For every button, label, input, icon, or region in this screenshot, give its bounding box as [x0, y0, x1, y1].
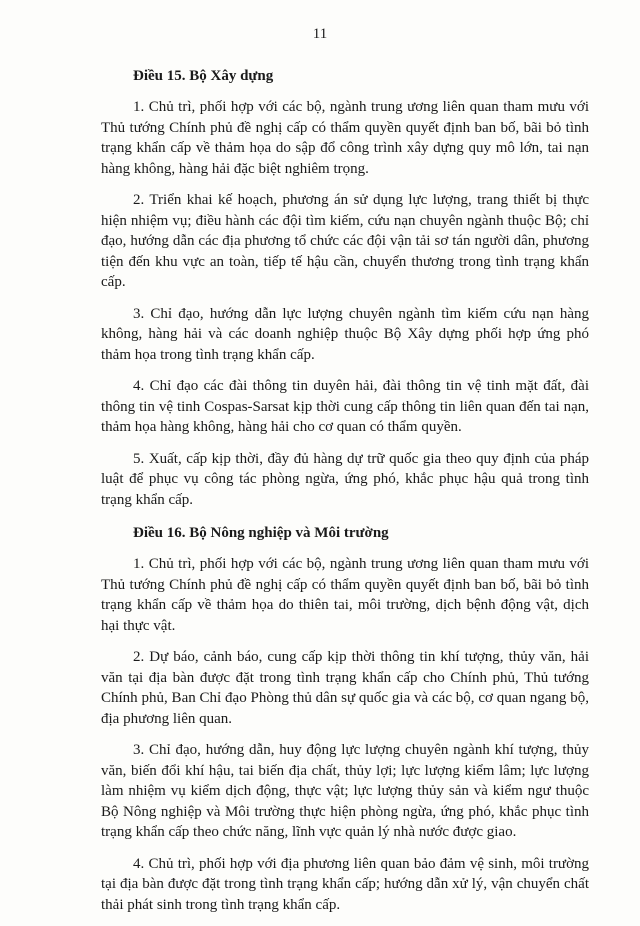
article-paragraph: 4. Chỉ đạo các đài thông tin duyên hải, đài thông tin vệ tinh mặt đất, đài thông tin vệ tinh Cospas-Sarsat kịp thời cung cấp thông tin liên quan đến tai nạn, thảm họa hàng không, hàng hải cho cơ quan có thẩm quyền.: [101, 378, 589, 435]
article-paragraph: 2. Dự báo, cảnh báo, cung cấp kịp thời thông tin khí tượng, thủy văn, hải văn tại địa bàn được đặt trong tình trạng khẩn cấp cho Chính phủ, Thủ tướng Chính phủ, Ban Chỉ đạo Phòng thủ dân sự quốc gia và các bộ, cơ quan ngang bộ, địa phương liên quan.: [101, 649, 589, 727]
article-paragraph: 5. Xuất, cấp kịp thời, đầy đủ hàng dự trữ quốc gia theo quy định của pháp luật để phục vụ công tác phòng ngừa, ứng phó, khắc phục hậu quả trong tình trạng khẩn cấp.: [101, 450, 589, 508]
article-paragraph: 4. Chủ trì, phối hợp với địa phương liên quan bảo đảm vệ sinh, môi trường tại địa bàn được đặt trong tình trạng khẩn cấp; hướng dẫn xử lý, vận chuyển chất thải phát sinh trong tình trạng khẩn cấp.: [101, 855, 589, 913]
article-paragraph: 1. Chủ trì, phối hợp với các bộ, ngành trung ương liên quan tham mưu với Thủ tướng Chính phủ đề nghị cấp có thẩm quyền quyết định ban bố, bãi bỏ tình trạng khẩn cấp về thảm họa do thiên tai, môi trường, dịch bệnh động vật, dịch hại thực vật.: [101, 556, 589, 634]
page-number: 11: [312, 26, 328, 42]
article-heading: Điều 16. Bộ Nông nghiệp và Môi trường: [133, 525, 389, 541]
article-heading: Điều 15. Bộ Xây dựng: [133, 68, 274, 84]
article-paragraph: 3. Chỉ đạo, hướng dẫn lực lượng chuyên ngành tìm kiếm cứu nạn hàng không, hàng hải và các doanh nghiệp thuộc Bộ Xây dựng phối hợp ứng phó thảm họa trong tình trạng khẩn cấp.: [101, 305, 589, 363]
article-paragraph: 3. Chỉ đạo, hướng dẫn, huy động lực lượng chuyên ngành khí tượng, thủy văn, biến đổi khí hậu, tai biến địa chất, thủy lợi; lực lượng kiểm lâm; lực lượng làm nhiệm vụ kiểm dịch động, thực vật; lực lượng thủy sản và kiểm ngư thuộc Bộ Nông nghiệp và Môi trường thực hiện phòng ngừa, ứng phó, khắc phục tình trạng khẩn cấp theo chức năng, lĩnh vực quản lý nhà nước được giao.: [101, 742, 589, 840]
document-body: [101, 66, 589, 926]
article-paragraph: 1. Chủ trì, phối hợp với các bộ, ngành trung ương liên quan tham mưu với Thủ tướng Chính phủ đề nghị cấp có thẩm quyền quyết định ban bố, bãi bỏ tình trạng khẩn cấp về thảm họa do sập đổ công trình xây dựng quy mô lớn, tai nạn hàng không, hàng hải đặc biệt nghiêm trọng.: [101, 99, 589, 177]
article-paragraph: 2. Triển khai kế hoạch, phương án sử dụng lực lượng, trang thiết bị thực hiện nhiệm vụ; điều hành các đội tìm kiếm, cứu nạn chuyên ngành thuộc Bộ; chỉ đạo, hướng dẫn các địa phương tổ chức các đội vận tải sơ tán người dân, phương tiện đến khu vực an toàn, tiếp tế hậu cần, chuyển thương trong tình trạng khẩn cấp.: [101, 192, 589, 290]
